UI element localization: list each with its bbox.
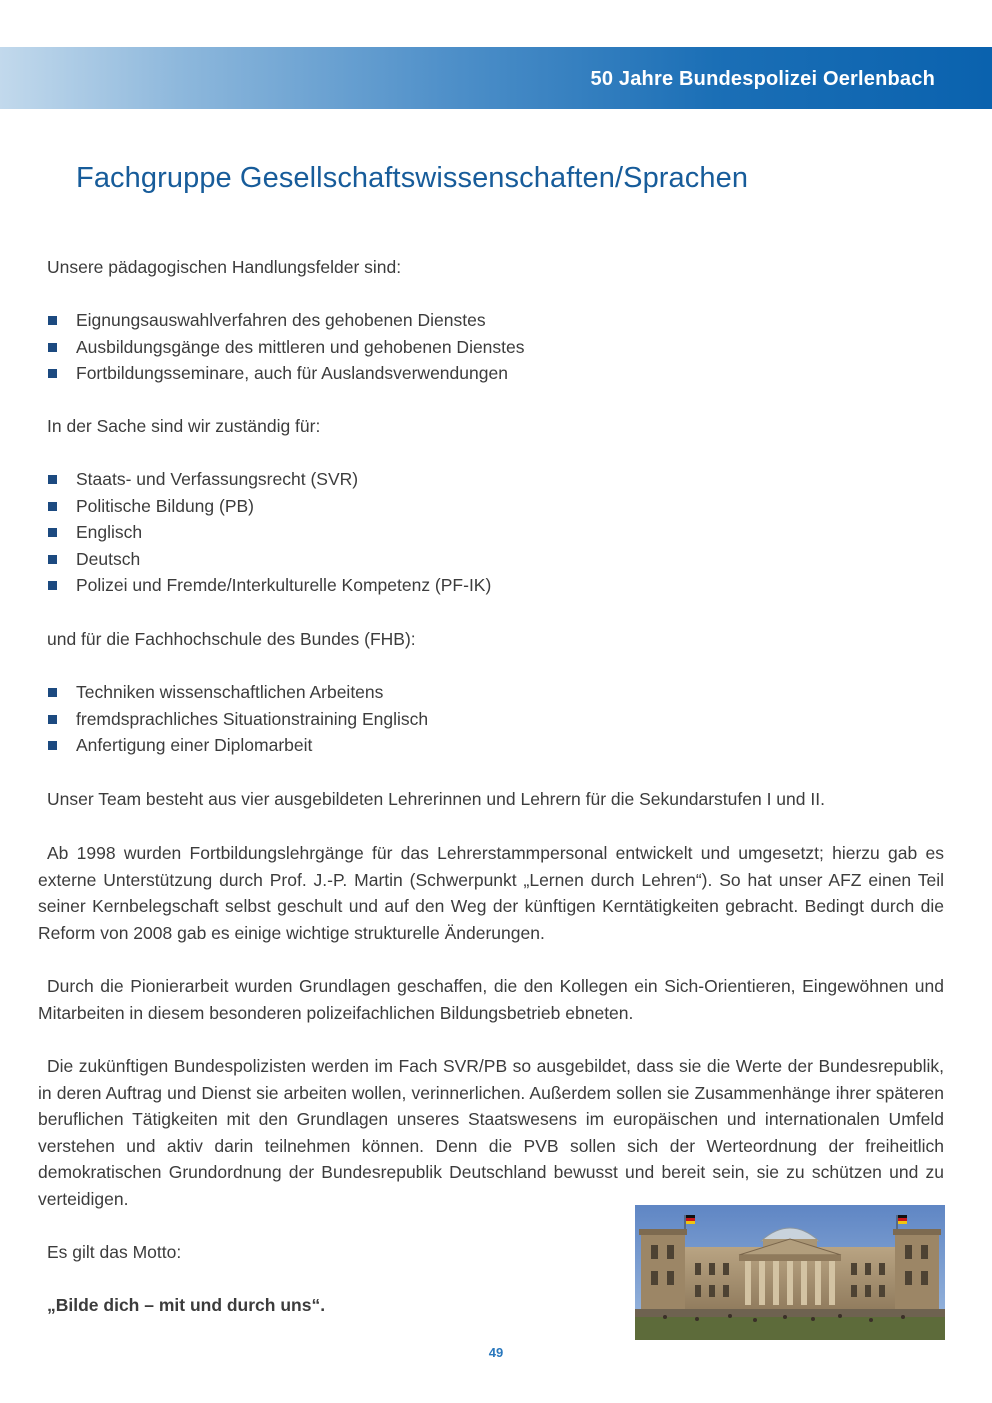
- motto: „Bilde dich – mit und durch uns“.: [47, 1295, 326, 1315]
- team-paragraph: Unser Team besteht aus vier ausgebildeten Lehrerinnen und Lehrern für die Sekundarstufen I und II.: [47, 789, 825, 809]
- square-bullet-icon: [48, 741, 57, 750]
- intro-fields: Unsere pädagogischen Handlungsfelder sind:: [47, 257, 402, 277]
- list-item-text: Englisch: [76, 522, 143, 543]
- square-bullet-icon: [48, 369, 57, 378]
- intro-subjects: In der Sache sind wir zuständig für:: [47, 416, 321, 436]
- square-bullet-icon: [48, 581, 57, 590]
- paragraph-history: Ab 1998 wurden Fortbildungslehrgänge für das Lehrerstammpersonal entwickelt und umgesetzt; hierzu gab es externe Unterstützung durch Prof. J.-P. Martin (Schwerpunkt „Lernen durch Lehren“). So hat unser AFZ einen Teil seiner Kernbelegschaft selbst geschult und auf den Weg der künftigen Kerntätigkeiten gebracht. Bedingt durch die Reform von 2008 gab es einige wichtige strukturelle Änderungen.: [38, 843, 944, 943]
- list-item: [48, 334, 525, 361]
- fhb-list: [48, 679, 428, 759]
- fields-list: [48, 307, 525, 387]
- list-item-text: Politische Bildung (PB): [76, 495, 254, 516]
- list-item: [48, 307, 525, 334]
- list-item: [48, 546, 491, 573]
- paragraph-svr-pb: Die zukünftigen Bundespolizisten werden im Fach SVR/PB so ausgebildet, dass sie die Werte der Bundesrepublik, in deren Auftrag und Dienst sie arbeiten wollen, verinnerlichen. Außerdem sollen sie Zusammenhänge ihrer späteren beruflichen Tätigkeiten mit den Grundlagen unseres Staatswesens im europäischen und internationalen Umfeld verstehen und aktiv darin teilnehmen können. Denn die PVB sollen sich der Werteordnung der freiheitlich demokratischen Grundordnung der Bundesrepublik Deutschland bewusst und bereit sein, sie zu schützen und zu verteidigen.: [38, 1056, 944, 1209]
- list-item-text: Eignungsauswahlverfahren des gehobenen Dienstes: [76, 310, 486, 330]
- motto-intro: Es gilt das Motto:: [47, 1242, 182, 1262]
- list-item-text: Fortbildungsseminare, auch für Auslandsverwendungen: [76, 363, 508, 384]
- list-item-text: Deutsch: [76, 548, 141, 569]
- list-item-text: Techniken wissenschaftlichen Arbeitens: [76, 682, 384, 702]
- reichstag-photo: [635, 1205, 945, 1340]
- list-item: [48, 360, 525, 387]
- square-bullet-icon: [48, 343, 57, 352]
- square-bullet-icon: [48, 688, 57, 697]
- list-item-text: Ausbildungsgänge des mittleren und gehobenen Dienstes: [76, 336, 525, 357]
- list-item-text: Anfertigung einer Diplomarbeit: [76, 735, 313, 756]
- subjects-list: [48, 466, 491, 599]
- list-item-text: Polizei und Fremde/Interkulturelle Kompetenz (PF-IK): [76, 575, 492, 596]
- square-bullet-icon: [48, 528, 57, 537]
- square-bullet-icon: [48, 555, 57, 564]
- intro-fhb: und für die Fachhochschule des Bundes (FHB):: [47, 629, 416, 649]
- list-item: [48, 706, 428, 733]
- list-item: [48, 572, 491, 599]
- list-item: [48, 679, 428, 706]
- list-item: [48, 519, 491, 546]
- header-band: [0, 47, 992, 109]
- page-number: 49: [488, 1345, 504, 1360]
- header-title: 50 Jahre Bundespolizei Oerlenbach: [590, 68, 935, 90]
- list-item-text: fremdsprachliches Situationstraining Englisch: [76, 708, 429, 729]
- square-bullet-icon: [48, 316, 57, 325]
- square-bullet-icon: [48, 475, 57, 484]
- square-bullet-icon: [48, 502, 57, 511]
- list-item-text: Staats- und Verfassungsrecht (SVR): [76, 469, 359, 489]
- list-item: [48, 732, 428, 759]
- paragraph-pioneer: Durch die Pionierarbeit wurden Grundlagen geschaffen, die den Kollegen ein Sich-Orientieren, Eingewöhnen und Mitarbeiten in diesem besonderen polizeifachlichen Bildungsbetrieb ebneten.: [38, 976, 944, 1023]
- page-title: Fachgruppe Gesellschaftswissenschaften/Sprachen: [76, 162, 749, 194]
- list-item: [48, 466, 491, 493]
- list-item: [48, 493, 491, 520]
- square-bullet-icon: [48, 715, 57, 724]
